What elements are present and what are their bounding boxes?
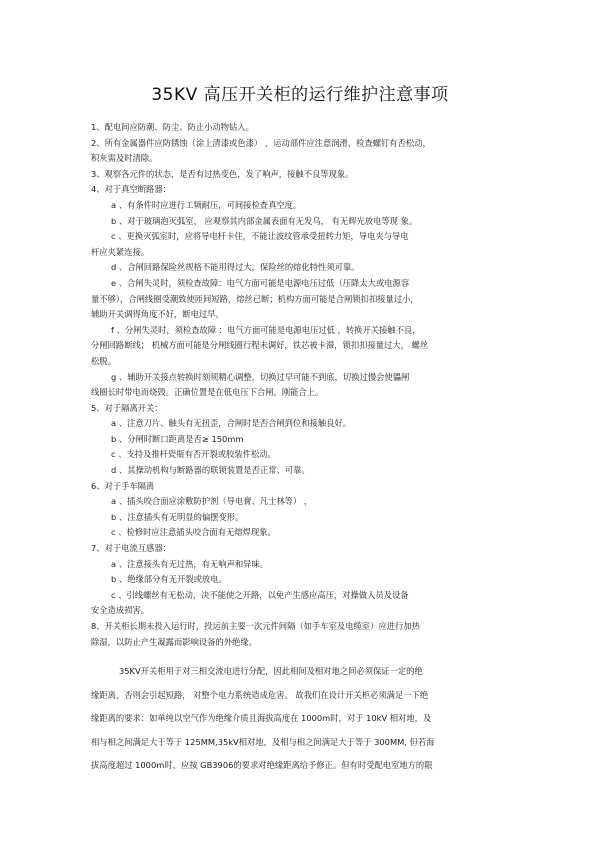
paragraph-line: 拔高度超过 1000m时，应按 GB3906的要求对绝缘距离给予修正。但有时受配电室地方的限 [91, 760, 433, 770]
list-item: 5、对于隔离开关： [91, 402, 163, 413]
sub-item: f 、分闸失灵时，须检查故障 ：电气方面可能是电源电压过低 ，转换开关接触不良， [111, 324, 421, 335]
list-item: 辅助开关调得角度不好，断电过早。 [91, 309, 224, 320]
list-item: 除湿，以防止产生凝露而影响设备的外绝缘。 [91, 636, 257, 647]
list-item: 安全造成损害。 [91, 605, 150, 616]
sub-item: a 、注意刀片、触头有无扭歪，合闸时是否合闸到位和接触良好。 [111, 418, 352, 429]
sub-item: a 、插头咬合面应涂敷防护剂（导电膏、凡士林等） ， [111, 496, 313, 507]
sub-item: c 、支持及推杆瓷瓶有否开裂或胶装件松动。 [111, 449, 276, 460]
paragraph-line: 缘距离的要求：如单纯以空气作为绝缘介质且海拔高度在 1000m时，对于 10kV 相对地，及 [91, 713, 432, 723]
sub-item: b 、对于玻璃泡灭弧室， 应观察其内部金属表面有无发乌， 有无辉光放电等现 象。 [111, 215, 418, 226]
sub-item: d 、其操动机构与断路器的联锁装置是否正常、可靠。 [111, 465, 310, 476]
sub-item: e 、合闸失灵时，须检查故障：电气方面可能是电源电压过低（压降太大或电源容 [111, 277, 410, 288]
sub-item: c 、检修时应注意插头咬合面有无熔焊现象。 [111, 527, 276, 538]
sub-item: a 、注意接头有无过热，有无响声和异味。 [111, 558, 269, 569]
sub-item: g 、辅助开关接点转换时刻须精心调整，切换过早可能不到底，切换过慢会使儡闸 [111, 371, 410, 382]
maintenance-list [91, 120, 521, 650]
sub-item: b 、分闸时断口距离是否≥ 150mm [111, 433, 244, 444]
list-item: 3、观察各元件的状态，是否有过热变色，发了响声，接触不良等现象。 [91, 168, 354, 179]
sub-item: b 、绝缘部分有无开裂或放电。 [111, 574, 227, 585]
paragraph-line: 35KV开关柜用于对三相交流电进行分配，因此相间及相对地之间必须保证一定的绝 [119, 666, 423, 676]
list-item: 6、对于手车隔离 [91, 480, 155, 491]
paragraph-line: 相与相之间满足大于等于 125MM,35kV相对地，及相与相之间满足大于等于 300MM, 但若海 [91, 736, 435, 747]
sub-item: d 、合闸回路保险丝规格不能用得过大，保险丝的熔化特性须可靠。 [111, 262, 360, 273]
sub-item: c 、更换灭弧室时，应将导电杆卡住，不能让波纹管承受扭转力矩，导电夹与导电 [111, 231, 409, 242]
list-item: 4、对于真空断路器： [91, 184, 171, 195]
list-item: 分闸回路断线； 机械方面可能是分闸线圈行程未调好，铁芯被卡滞，锁扣扣接量过大， 螺丝 [91, 340, 429, 351]
list-item: 杆应夹紧连接。 [91, 246, 150, 257]
sub-item: a 、有条件时应进行工频耐压，可间接检查真空度。 [111, 199, 302, 210]
list-item: 积灰需及时清除。 [91, 153, 158, 164]
paragraph-line: 缘距离，否则会引起短路， 对整个电力系统造成危害。 故我们在设计开关柜必须满足一下绝 [91, 689, 429, 700]
page-title: 35KV 高压开关柜的运行维护注意事项 [151, 85, 449, 105]
list-item: 1、配电间应防潮、防尘、防止小动物钻入。 [91, 122, 254, 132]
list-item: 7、对于电流互感器： [91, 543, 171, 554]
list-item: 2、所有金属器件应防锈蚀（涂上清漆或色漆） ，运动部件应注意润滑，检查螺钉有否松动， [91, 137, 431, 148]
sub-item: c 、引线螺丝有无松动，决不能使之开路，以免产生感应高压，对操做人员及设备 [111, 589, 409, 600]
list-item: 线圈长时带电而烧毁。正确位置是在低电压下合闸，刚能合上。 [91, 387, 324, 398]
sub-item: b 、注意插头有无明显的偏摆变形。 [111, 511, 244, 522]
list-item: 8、开关柜长期未投入运行时，投运前主要一次元件间隔（如手车室及电缆室）应进行加热 [91, 621, 420, 631]
list-item: 松脱。 [91, 355, 116, 366]
insulation-paragraph [91, 660, 521, 778]
list-item: 量不够），合闸线圈受潮致使匝间短路，熔丝已断；机构方面可能是合闸锁扣扣接量过小， [91, 293, 419, 304]
